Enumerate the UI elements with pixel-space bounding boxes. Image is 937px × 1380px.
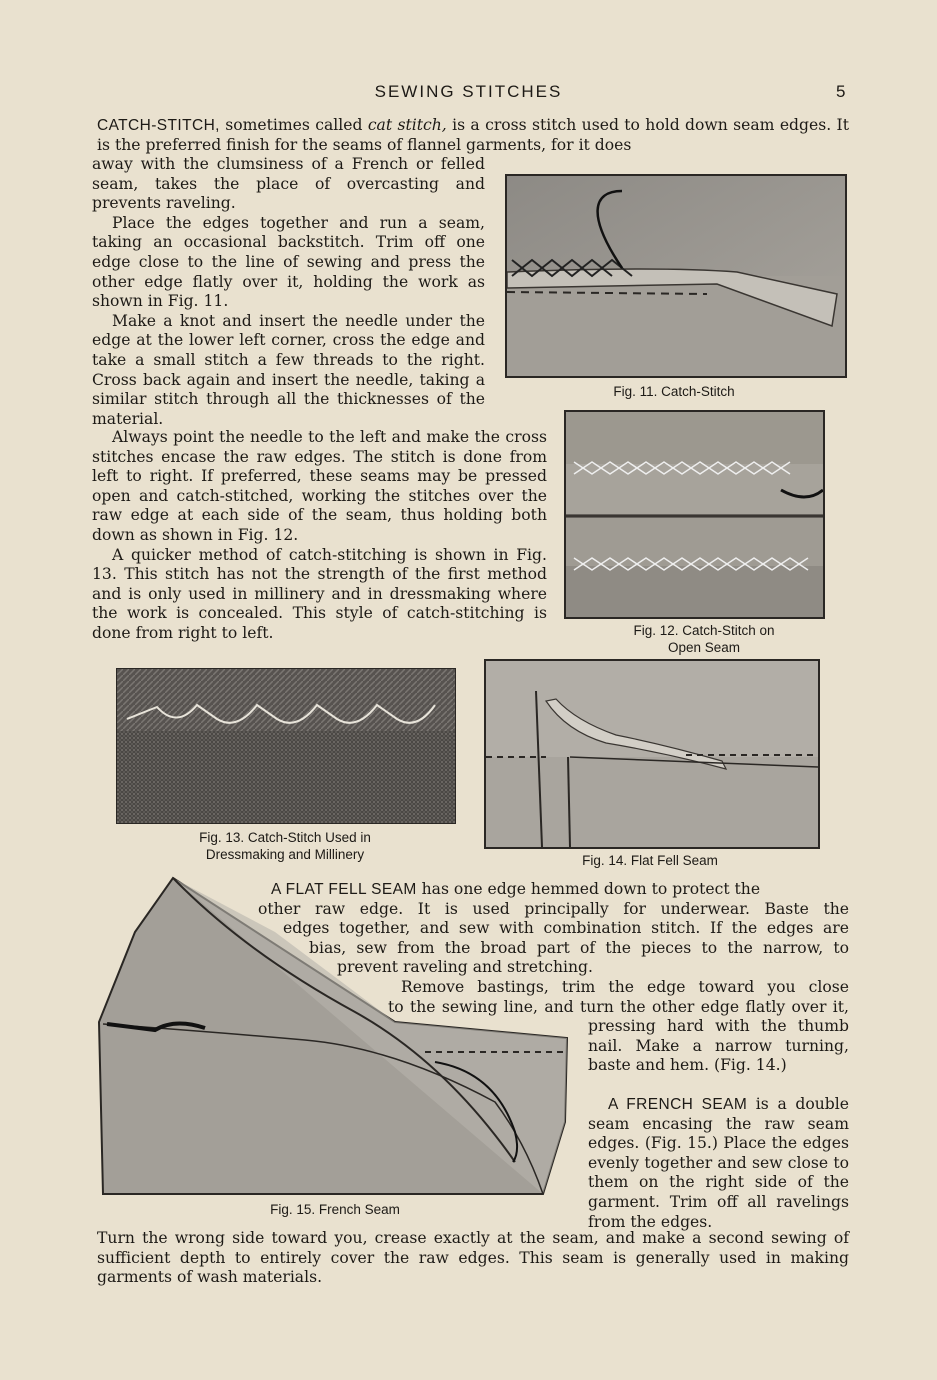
catch-stitch-p4: Always point the needle to the left and make the cross stitches encase the raw edges. The stitch is done from left to right. If preferred, these seams may be pressed open and catch-stitched, working the stitches over the raw edge at each side of the seam, thus holding both down as shown in Fig. 12. bbox=[92, 428, 547, 544]
fig13-illustration bbox=[117, 669, 455, 823]
flat-fell-line-5: prevent raveling and stretching. bbox=[337, 958, 593, 976]
flat-fell-line-1: A FLAT FELL SEAM has one edge hemmed down to protect the bbox=[271, 880, 761, 898]
catch-stitch-column-1 bbox=[92, 155, 485, 429]
french-seam-paragraph: A FRENCH SEAM is a double seam encasing the raw seam edges. (Fig. 15.) Place the edges evenly together and sew close to them on the right side of the garment. Trim off all ravelings from the edges. bbox=[588, 1095, 849, 1231]
cat-stitch-term: cat stitch, bbox=[367, 116, 447, 134]
fig12-illustration bbox=[566, 412, 823, 617]
running-header bbox=[0, 82, 937, 106]
fig11-caption: Fig. 11. Catch-Stitch bbox=[613, 384, 735, 399]
catch-stitch-p3: Make a knot and insert the needle under the edge at the lower left corner, cross the edge and take a small stitch a few threads to the right. Cross back again and insert the needle, taking a similar stitch through all the thicknesses of the material. bbox=[92, 311, 485, 428]
fig14-illustration bbox=[486, 661, 818, 847]
fig12-caption: Fig. 12. Catch-Stitch on Open Seam bbox=[633, 623, 775, 655]
catch-stitch-p5: A quicker method of catch-stitching is shown in Fig. 13. This stitch has not the strength of the first method and is only used in millinery and in dressmaking where the work is concealed. This style of catch-stitching is done from right to left. bbox=[92, 545, 547, 642]
catch-stitch-intro: CATCH-STITCH, sometimes called cat stitch, is a cross stitch used to hold down seam edges. It is the preferred finish for the seams of flannel garments, for it does bbox=[97, 116, 849, 154]
flat-fell-line-7: to the sewing line, and turn the other edge flatly over it, bbox=[388, 998, 849, 1016]
flat-fell-line-2: other raw edge. It is used principally for underwear. Baste the bbox=[258, 900, 849, 918]
catch-stitch-p1: away with the clumsiness of a French or felled seam, takes the place of overcasting and prevents raveling. bbox=[92, 155, 485, 213]
page-number: 5 bbox=[836, 82, 848, 101]
figure-11-catch-stitch bbox=[505, 174, 847, 378]
flat-fell-heading: A FLAT FELL SEAM bbox=[271, 881, 417, 898]
header-title: SEWING STITCHES bbox=[374, 82, 563, 101]
catch-stitch-column-2 bbox=[92, 428, 547, 644]
flat-fell-line-6: Remove bastings, trim the edge toward you close bbox=[401, 978, 849, 996]
flat-fell-line-3: edges together, and sew with combination stitch. If the edges are bbox=[283, 919, 849, 937]
fig15-caption: Fig. 15. French Seam bbox=[270, 1202, 400, 1217]
flat-fell-rest: pressing hard with the thumb nail. Make a narrow turning, baste and hem. (Fig. 14.) bbox=[588, 1017, 849, 1075]
figure-14-flat-fell-seam bbox=[484, 659, 820, 849]
figure-12-catch-stitch-open-seam bbox=[564, 410, 825, 619]
fig14-caption: Fig. 14. Flat Fell Seam bbox=[582, 853, 718, 868]
french-seam-heading: A FRENCH SEAM bbox=[608, 1096, 748, 1113]
fig13-caption: Fig. 13. Catch-Stitch Used in Dressmaking and Millinery bbox=[199, 830, 371, 862]
flat-fell-line-4: bias, sew from the broad part of the pieces to the narrow, to bbox=[309, 939, 849, 957]
french-seam-conclusion: Turn the wrong side toward you, crease exactly at the seam, and make a second sewing of sufficient depth to entirely cover the raw edges. This seam is generally used in making garments of wash materials. bbox=[97, 1229, 849, 1287]
catch-stitch-p2: Place the edges together and run a seam, taking an occasional backstitch. Trim off one edge close to the line of sewing and press the other edge flatly over it, holding the work as shown in Fig. 11. bbox=[92, 213, 485, 311]
figure-13-catch-stitch-millinery bbox=[116, 668, 456, 824]
catch-stitch-heading: CATCH-STITCH, bbox=[97, 117, 220, 134]
fig11-illustration bbox=[507, 176, 845, 376]
